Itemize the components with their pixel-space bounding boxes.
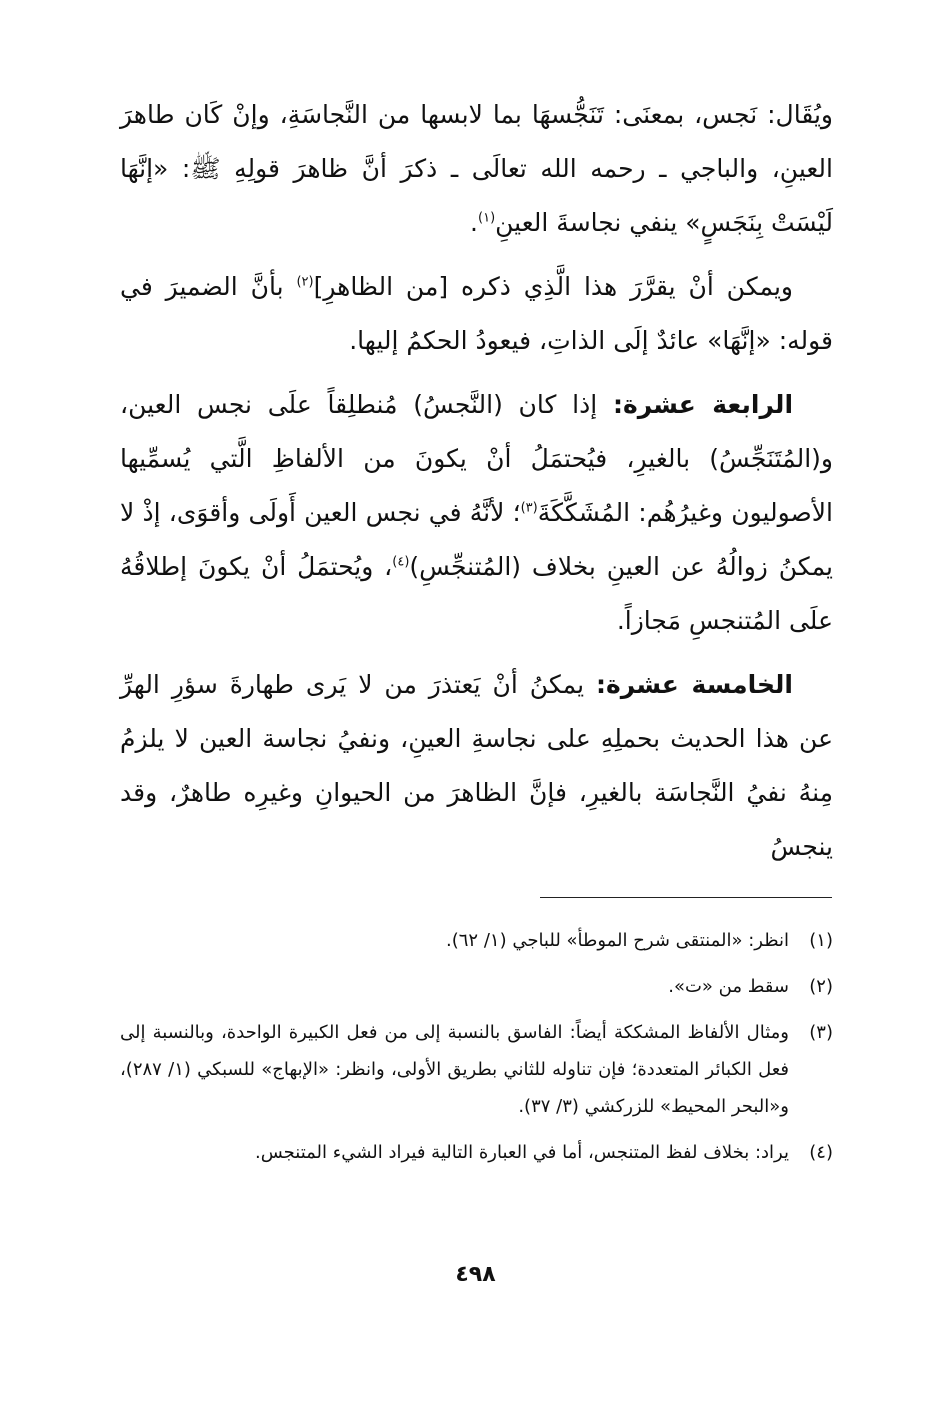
footnote-4-number: (٤) <box>809 1142 833 1163</box>
footnote-ref-3: (٣) <box>520 500 538 516</box>
paragraph-2-text-a: ويمكن أنْ يقرَّرَ هذا الَّذِي ذكره [من الظاهرِ] <box>313 272 793 301</box>
footnote-1-text: انظر: «المنتقى شرح الموطأ» للباجي (١/ ٦٢). <box>446 930 789 951</box>
page-number: ٤٩٨ <box>455 1262 496 1287</box>
paragraph-2 <box>120 260 833 368</box>
footnotes <box>120 922 833 1180</box>
footnote-2-number: (٢) <box>809 976 833 997</box>
footnote-3 <box>120 1014 833 1125</box>
paragraph-4-text: يمكنُ أنْ يَعتذرَ من لا يَرى طهارةَ سؤرِ الهرِّ عن هذا الحديث بحملِهِ على نجاسةِ العينِ، ونفيُ نجاسة العين لا يلزمُ مِنهُ نفيُ النَّجاسَة بالغيرِ، فإنَّ الظاهرَ من الحيوانِ وغيرِه طاهرٌ، وقد ينجسُ <box>120 670 833 861</box>
paragraph-2-text-b: بأنَّ الضميرَ في قوله: «إنَّهَا» عائدٌ إلَى الذاتِ، فيعودُ الحكمُ إليها. <box>120 272 833 355</box>
paragraph-1-text: ويُقَال: نَجس، بمعنَى: تَنَجُّسهَا بما لابسها من النَّجاسَةِ، وإنْ كَان طاهرَ العينِ، والباجي ـ رحمه الله تعالَى ـ ذكرَ أنَّ ظاهرَ قولِهِ ﷺ: «إنَّهَا لَيْسَتْ بِنَجَسٍ» ينفي نجاسةَ العينِ <box>120 100 833 237</box>
paragraph-4 <box>120 658 833 874</box>
footnote-2-text: سقط من «ت». <box>668 976 789 997</box>
footnote-3-text: ومثال الألفاظ المشككة أيضاً: الفاسق بالنسبة إلى من فعل الكبيرة الواحدة، وبالنسبة إلى فعل الكبائر المتعددة؛ فإن تناوله للثاني بطريق الأولى، وانظر: «الإبهاج» للسبكي (١/ ٢٨٧)، و«البحر المحيط» للزركشي (٣/ ٣٧). <box>120 1022 789 1117</box>
paragraph-3-text-c: ، ويُحتمَلُ أنْ يكونَ إطلاقُهُ علَى المُتنجسِ مَجازاً. <box>120 552 833 635</box>
paragraph-3-text-a: إذا كان (النَّجسُ) مُنطلِقاً علَى نجس العين، و(المُتَنَجِّسُ) بالغيرِ، فيُحتمَلُ أنْ يكونَ من الألفاظِ الَّتي يُسمِّيها الأصوليون وغيرُهُم: المُشَكَّكَةَ <box>120 390 833 527</box>
paragraph-4-heading: الخامسة عشرة: <box>596 670 794 699</box>
footnote-3-number: (٣) <box>809 1022 833 1043</box>
footnote-1-number: (١) <box>809 930 833 951</box>
footnote-ref-2: (٢) <box>296 274 314 290</box>
paragraph-3-text-b: ؛ لأنَّهُ في نجس العين أَولَى وأقوَى، إذْ لا يمكنُ زوالُهُ عن العينِ بخلاف (المُتنجِّسِ) <box>120 498 833 581</box>
paragraph-3-heading: الرابعة عشرة: <box>612 390 794 419</box>
paragraph-3 <box>120 378 833 648</box>
main-text <box>120 88 833 884</box>
paragraph-1 <box>120 88 833 250</box>
footnote-2 <box>120 968 833 1005</box>
footnote-ref-4: (٤) <box>392 554 410 570</box>
footnote-ref-1: (١) <box>478 210 496 226</box>
footnote-4 <box>120 1134 833 1171</box>
footnote-1 <box>120 922 833 959</box>
footnote-divider <box>540 897 832 898</box>
paragraph-1-end: . <box>470 208 478 237</box>
footnote-4-text: يراد: بخلاف لفظ المتنجس، أما في العبارة التالية فيراد الشيء المتنجس. <box>254 1142 789 1163</box>
